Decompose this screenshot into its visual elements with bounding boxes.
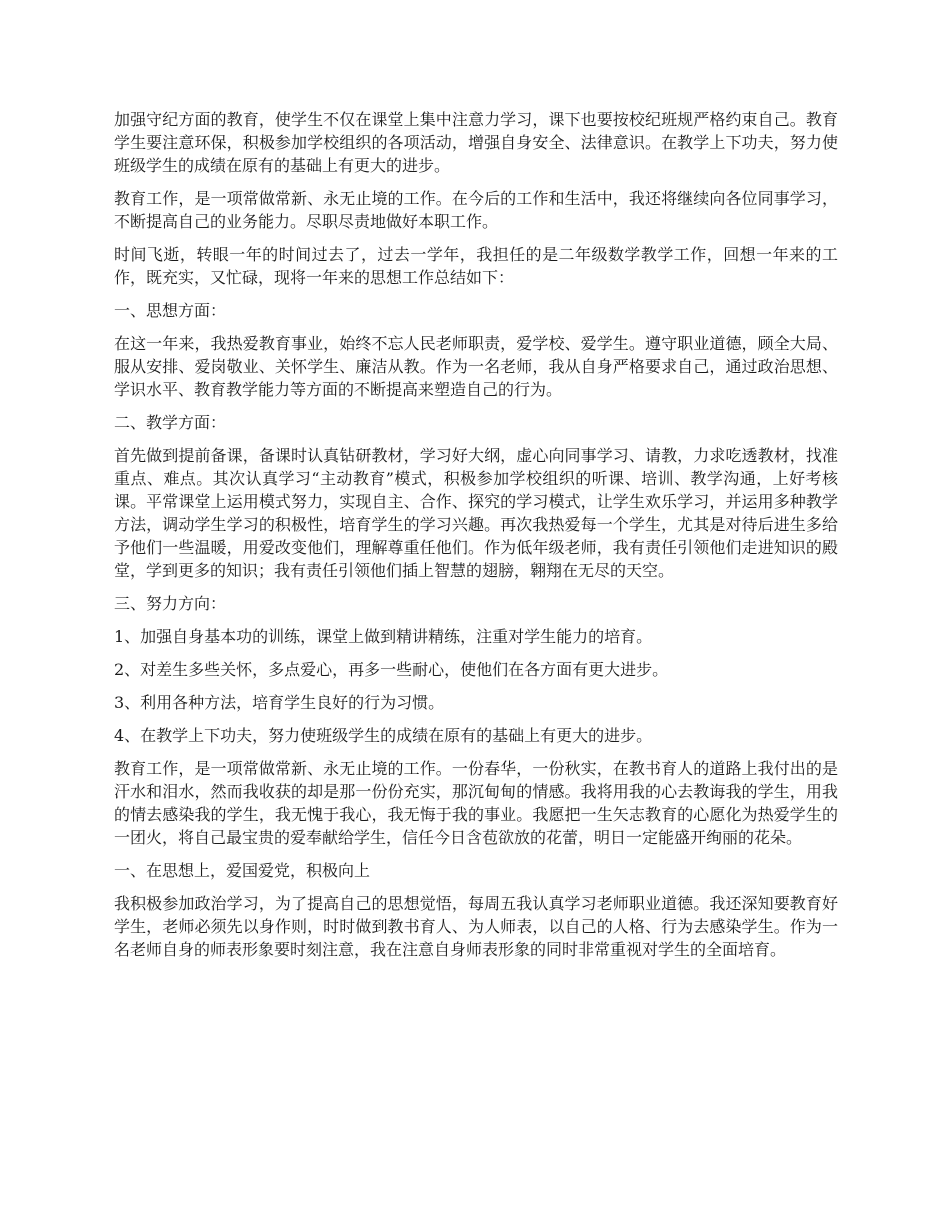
paragraph-4: 在这一年来，我热爱教育事业，始终不忘人民老师职责，爱学校、爱学生。遵守职业道德，顾全大局、服从安排、爱岗敬业、关怀学生、廉洁从教。作为一名老师，我从自身严格要求自己，通过政治思想、学识水平、教育教学能力等方面的不断提高来塑造自己的行为。 bbox=[114, 334, 838, 399]
paragraph-5: 首先做到提前备课，备课时认真钻研教材，学习好大纲，虚心向同事学习、请教，力求吃透教材，找准重点、难点。其次认真学习“主动教育”模式，积极参加学校组织的听课、培训、教学沟通，上好考核课。平常课堂上运用模式努力，实现自主、合作、探究的学习模式，让学生欢乐学习，并运用多种教学方法，调动学生学习的积极性，培育学生的学习兴趣。再次我热爱每一个学生，尤其是对待后进生多给予他们一些温暖，用爱改变他们，理解尊重任他们。作为低年级老师，我有责任引领他们走进知识的殿堂，学到更多的知识；我有责任引领他们插上智慧的翅膀，翱翔在无尽的天空。 bbox=[114, 446, 838, 580]
paragraph-3: 时间飞逝，转眼一年的时间过去了，过去一学年，我担任的是二年级数学教学工作，回想一年来的工作，既充实，又忙碌，现将一年来的思想工作总结如下： bbox=[114, 245, 838, 287]
paragraph-1: 加强守纪方面的教育，使学生不仅在课堂上集中注意力学习，课下也要按校纪班规严格约束自己。教育学生要注意环保，积极参加学校组织的各项活动，增强自身安全、法律意识。在教学上下功夫，努力使班级学生的成绩在原有的基础上有更大的进步。 bbox=[114, 110, 838, 175]
list-item-2: 2、对差生多些关怀，多点爱心，再多一些耐心，使他们在各方面有更大进步。 bbox=[114, 660, 669, 679]
list-item-3: 3、利用各种方法，培育学生良好的行为习惯。 bbox=[114, 693, 445, 712]
section-heading-direction: 三、努力方向： bbox=[114, 594, 227, 613]
list-item-4: 4、在教学上下功夫，努力使班级学生的成绩在原有的基础上有更大的进步。 bbox=[114, 726, 653, 745]
section-heading-teaching: 二、教学方面： bbox=[114, 413, 227, 432]
list-item-1: 1、加强自身基本功的训练，课堂上做到精讲精练，注重对学生能力的培育。 bbox=[114, 627, 653, 646]
section-heading-ideology: 一、在思想上，爱国爱党，积极向上 bbox=[114, 861, 371, 880]
paragraph-6: 教育工作，是一项常做常新、永无止境的工作。一份春华，一份秋实，在教书育人的道路上我付出的是汗水和泪水，然而我收获的却是那一份份充实，那沉甸甸的情感。我将用我的心去教诲我的学生，用我的情去感染我的学生，我无愧于我心，我无悔于我的事业。我愿把一生矢志教育的心愿化为热爱学生的一团火，将自己最宝贵的爱奉献给学生，信任今日含苞欲放的花蕾，明日一定能盛开绚丽的花朵。 bbox=[114, 759, 838, 847]
paragraph-2: 教育工作，是一项常做常新、永无止境的工作。在今后的工作和生活中，我还将继续向各位同事学习，不断提高自己的业务能力。尽职尽责地做好本职工作。 bbox=[114, 189, 838, 231]
section-heading-thought: 一、思想方面： bbox=[114, 301, 227, 320]
paragraph-7: 我积极参加政治学习，为了提高自己的思想觉悟，每周五我认真学习老师职业道德。我还深知要教育好学生，老师必须先以身作则，时时做到教书育人、为人师表，以自己的人格、行为去感染学生。作为一名老师自身的师表形象要时刻注意，我在注意自身师表形象的同时非常重视对学生的全面培育。 bbox=[114, 894, 838, 959]
